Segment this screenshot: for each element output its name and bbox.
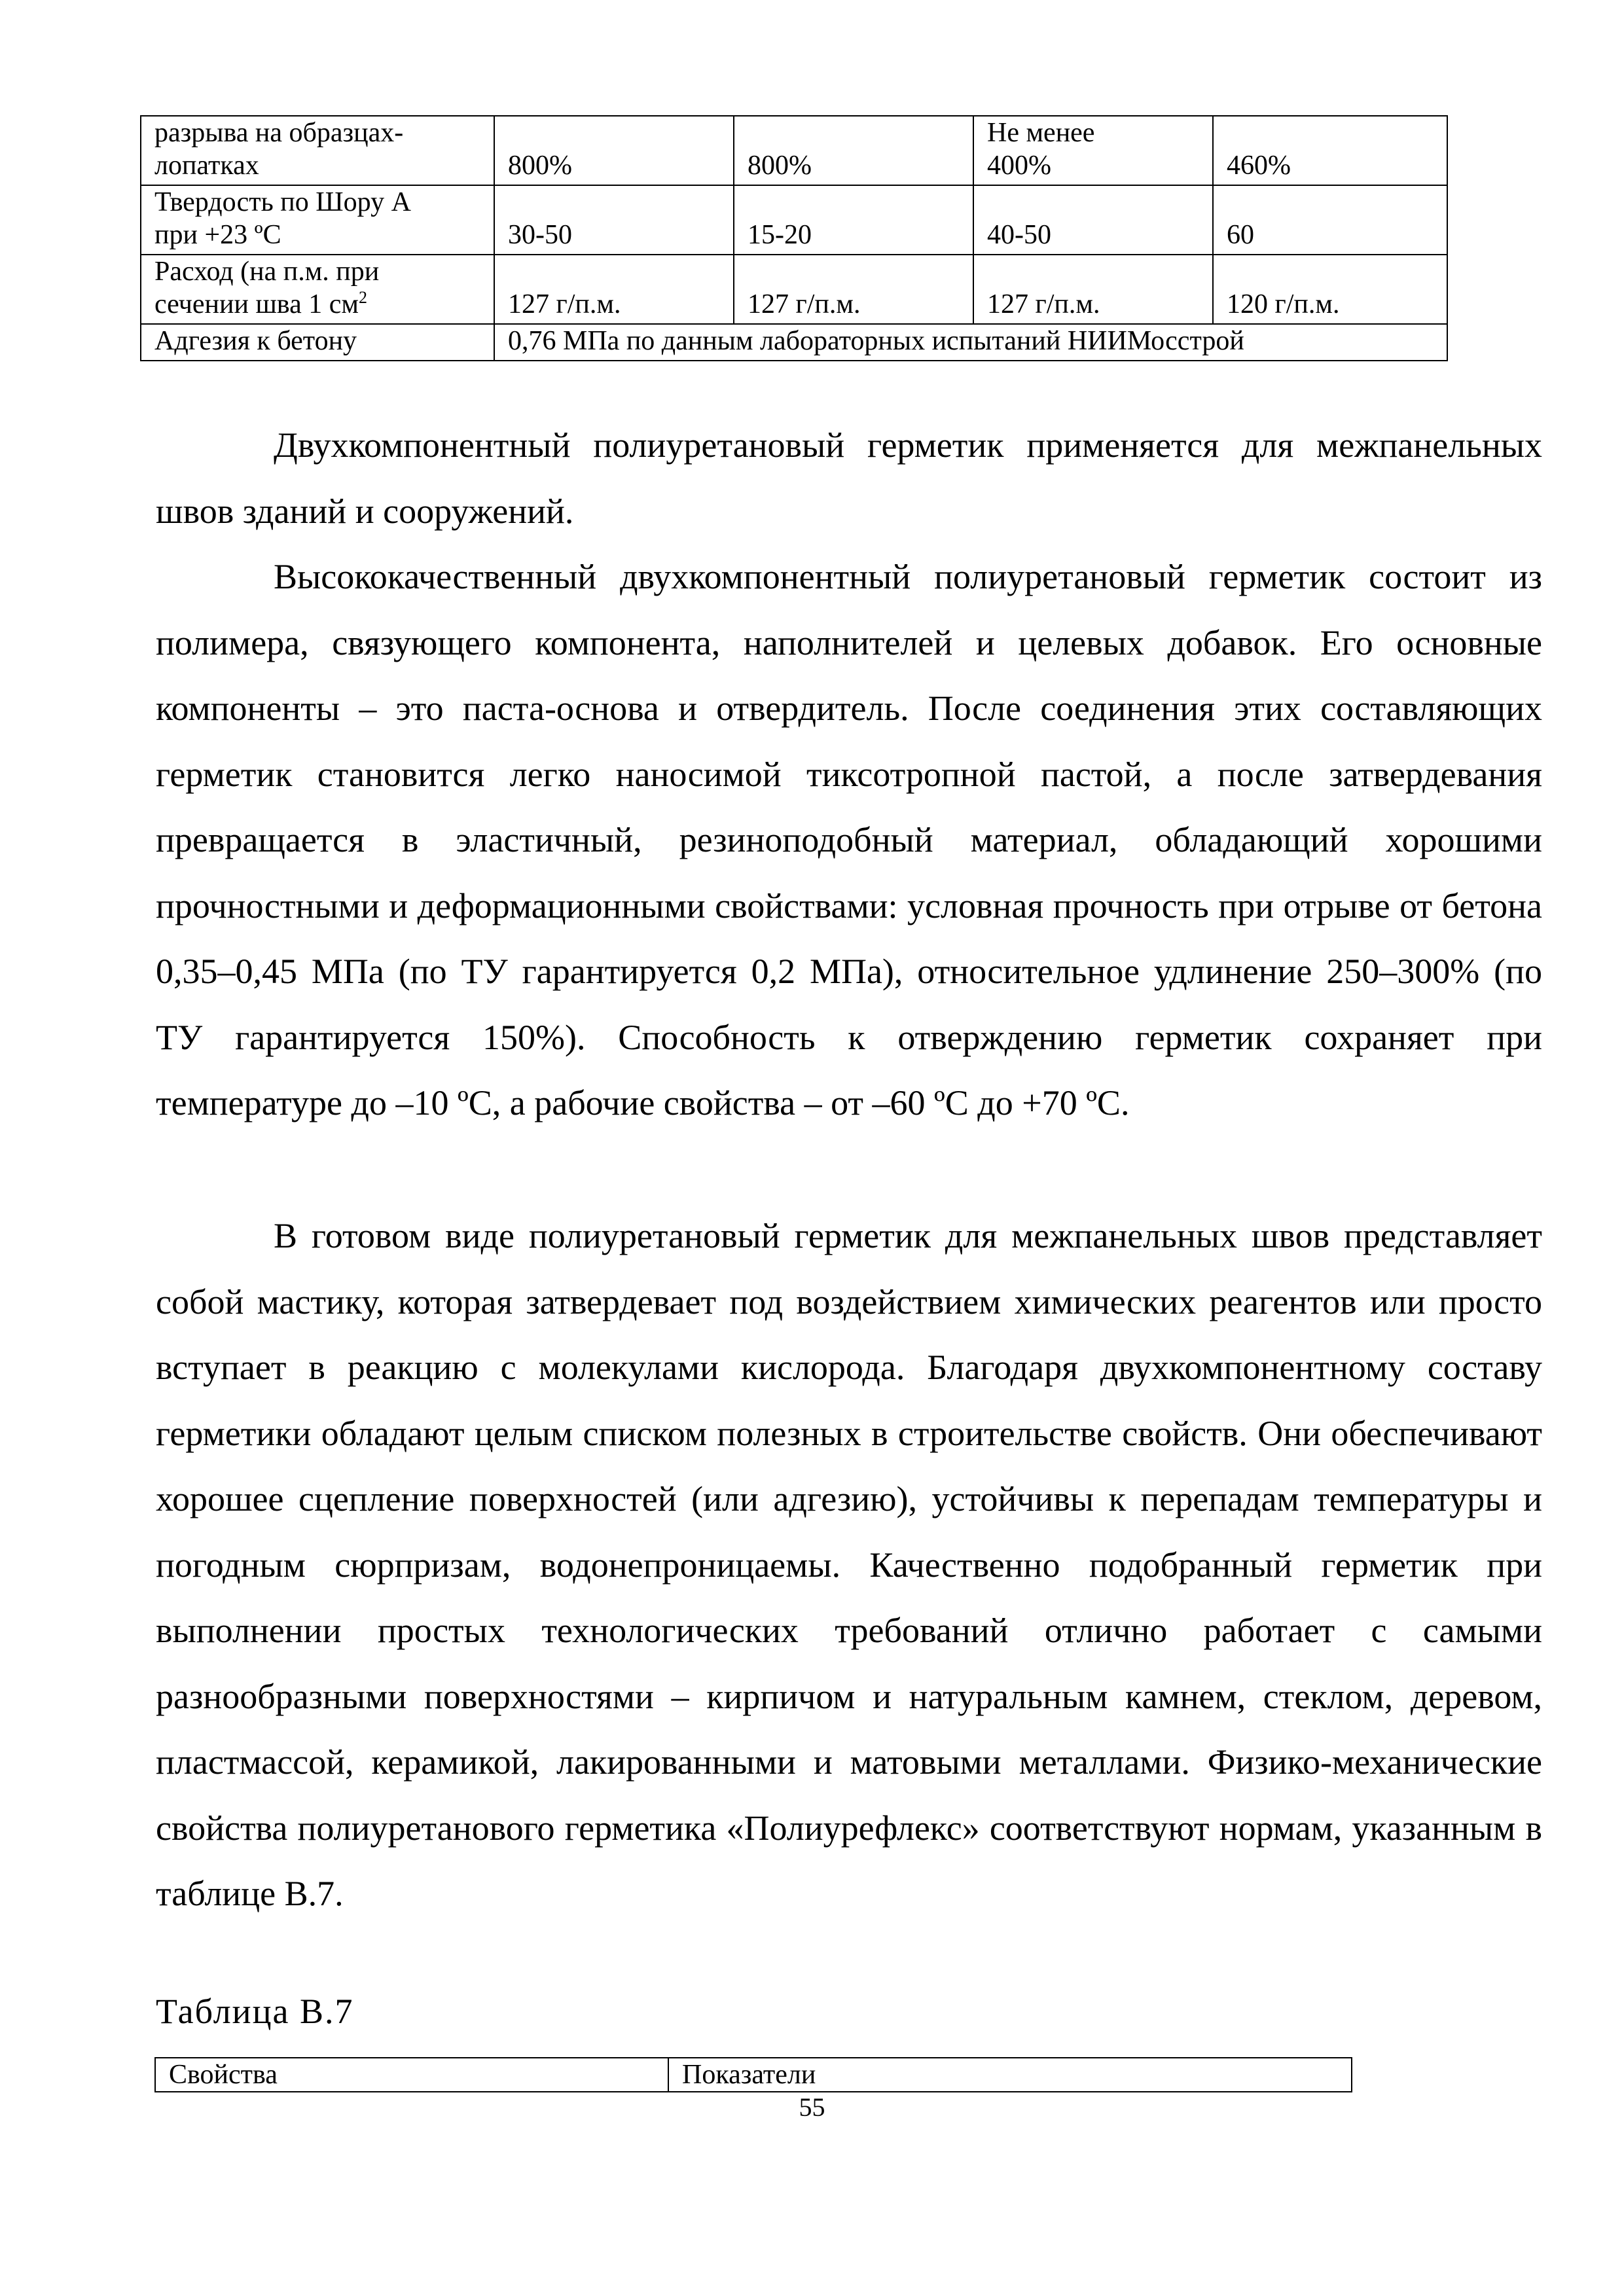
table-row [141, 185, 1447, 255]
table-row [141, 116, 1447, 185]
cell-line: Не менее [987, 118, 1095, 148]
table-header-properties: Свойства [155, 2058, 668, 2092]
table-row [141, 324, 1447, 361]
cell-line: 800% [748, 151, 812, 181]
table-cell-value [734, 116, 973, 185]
paragraph [156, 544, 1542, 1136]
paragraph-text: Высококачественный двухкомпонентный полиуретановый герметик состоит из полимера, связующего компонента, наполнителей и целевых добавок. Его основные компоненты – это паста-основа и отвердитель. После соединения этих составляющих герметик становится легко наносимой тиксотропной пастой, а после затвердевания превращается в эластичный, резиноподобный материал, обладающий хорошими прочностными и деформационными свойствами: условная прочность при отрыве от бетона 0,35–0,45 МПа (по ТУ гарантируется 0,2 МПа), относительное удлинение 250–300% (по ТУ гарантируется 150%). Способность к отверждению герметик сохраняет при температуре до –10 ºС, а рабочие свойства – от –60 ºС до +70 ºС. [156, 557, 1542, 1122]
cell-line: 400% [987, 151, 1051, 181]
cell-line [154, 288, 480, 321]
table-cell-property [141, 116, 494, 185]
cell-line: Расход (на п.м. при [154, 257, 380, 287]
table-cell-value [494, 116, 734, 185]
paragraph [156, 412, 1542, 544]
cell-line: разрыва на образцах- [154, 118, 404, 148]
table-cell-value [973, 116, 1213, 185]
cell-line: 30-50 [508, 220, 572, 250]
cell-line: 460% [1227, 151, 1291, 181]
table-cell-value [494, 185, 734, 255]
table-cell-value [1213, 255, 1447, 324]
paragraph [156, 1203, 1542, 1927]
table-cell-value [973, 255, 1213, 324]
cell-line: 800% [508, 151, 572, 181]
table-cell-value [973, 185, 1213, 255]
table-cell-value [1213, 116, 1447, 185]
cell-line: Твердость по Шору А [154, 187, 411, 217]
paragraph-text: Двухкомпонентный полиуретановый герметик применяется для межпанельных швов зданий и сооружений. [156, 425, 1542, 531]
paragraph-text: В готовом виде полиуретановый герметик для межпанельных швов представляет собой мастику, которая затвердевает под воздействием химических реагентов или просто вступает в реакцию с молекулами кислорода. Благодаря двухкомпонентному составу герметики обладают целым списком полезных в строительстве свойств. Они обеспечивают хорошее сцепление поверхностей (или адгезию), устойчивы к перепадам температуры и погодным сюрпризам, водонепроницаемы. Качественно подобранный герметик при выполнении простых технологических требований отлично работает с самыми разнообразными поверхностями – кирпичом и натуральным камнем, стеклом, деревом, пластмассой, керамикой, лакированными и матовыми металлами. Физико-механические свойства полиуретанового герметика «Полиурефлекс» соответствуют нормам, указанным в таблице В.7. [156, 1216, 1542, 1913]
table-row [141, 255, 1447, 324]
table-header-row [155, 2058, 1352, 2092]
table-cell-value [734, 185, 973, 255]
table-cell-value-merged: 0,76 МПа по данным лабораторных испытаний НИИМосстрой [494, 324, 1447, 361]
properties-table-b7 [154, 2057, 1352, 2092]
cell-line: 40-50 [987, 220, 1051, 250]
page-number: 55 [799, 2092, 825, 2122]
cell-line-text: сечении шва 1 см [154, 289, 359, 319]
cell-line: 120 г/п.м. [1227, 289, 1340, 319]
cell-line: 127 г/п.м. [987, 289, 1100, 319]
table-cell-property [141, 255, 494, 324]
table-cell-property: Адгезия к бетону [141, 324, 494, 361]
table-caption: Таблица В.7 [156, 1992, 354, 2031]
cell-line: 127 г/п.м. [508, 289, 621, 319]
table-cell-property [141, 185, 494, 255]
superscript: 2 [358, 288, 367, 307]
table-cell-value [494, 255, 734, 324]
cell-line: лопатках [154, 151, 259, 181]
properties-table-continued [140, 115, 1448, 361]
cell-line: 15-20 [748, 220, 812, 250]
table-cell-value [734, 255, 973, 324]
cell-line: 127 г/п.м. [748, 289, 861, 319]
table-cell-value [1213, 185, 1447, 255]
cell-line: 60 [1227, 220, 1254, 250]
cell-line: при +23 ºС [154, 220, 281, 250]
table-header-values: Показатели [668, 2058, 1352, 2092]
